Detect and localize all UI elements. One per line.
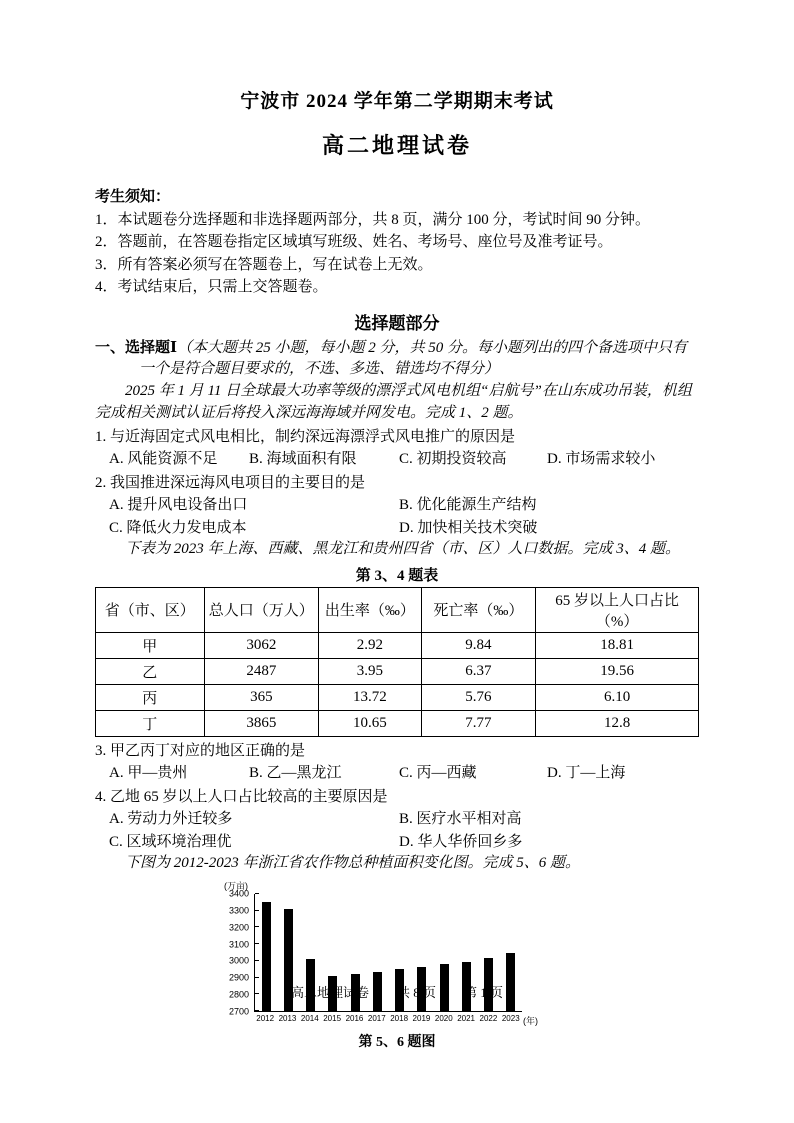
y-tick-label: 2900	[228, 972, 249, 983]
table-cell: 18.81	[536, 632, 699, 658]
table-header-elderly-share: 65 岁以上人口占比（%）	[536, 587, 699, 632]
y-tick-label: 3100	[228, 939, 249, 950]
page-footer	[0, 982, 794, 1001]
table-cell: 2487	[204, 658, 319, 684]
chart-x-labels	[254, 1014, 522, 1023]
exam-title: 宁波市 2024 学年第二学期期末考试	[240, 91, 554, 112]
question-3-option-b: B. 乙—黑龙江	[249, 765, 342, 782]
table-cell: 13.72	[319, 684, 422, 710]
part-heading-number: 一、选择题Ⅰ	[95, 339, 178, 356]
y-tick-mark	[255, 910, 259, 911]
table-row	[96, 710, 699, 736]
candidate-notice	[95, 186, 699, 299]
question-4	[95, 786, 699, 854]
question-1-option-a: A. 风能资源不足	[109, 451, 218, 467]
crop-area-bar-chart	[222, 879, 572, 1051]
passage-wind: 2025 年 1 月 11 日全球最大功率等级的漂浮式风电机组“启航号”在山东成功吊装，机组完成相关测试认证后将投入深远海海域并网发电。完成 1、2 题。	[95, 383, 692, 421]
table-cell: 乙	[96, 658, 205, 684]
question-3-options	[95, 762, 699, 785]
table-cell: 6.37	[421, 658, 536, 684]
footer-page-number: 第 1 页	[464, 985, 504, 1000]
x-tick-label: 2017	[367, 1014, 386, 1023]
x-tick-label: 2018	[390, 1014, 409, 1023]
passage-table: 下表为 2023 年上海、西藏、黑龙江和贵州四省（市、区）人口数据。完成 3、4 题。	[125, 541, 681, 557]
table-cell: 甲	[96, 632, 205, 658]
passage-chart: 下图为 2012-2023 年浙江省农作物总种植面积变化图。完成 5、6 题。	[125, 855, 580, 872]
table-cell: 365	[204, 684, 319, 710]
table-row	[96, 632, 699, 658]
table-row	[96, 684, 699, 710]
table-cell: 7.77	[421, 710, 536, 736]
y-tick-label: 2800	[228, 989, 249, 1000]
table-header-death-rate: 死亡率（‰）	[421, 587, 536, 632]
chart-x-axis	[222, 1014, 572, 1027]
table-header-province: 省（市、区）	[96, 587, 205, 632]
question-3-option-c: C. 丙—西藏	[399, 765, 477, 782]
question-2-option-b: B. 优化能源生产结构	[399, 497, 537, 513]
table-cell: 3062	[204, 632, 319, 658]
table-cell: 10.65	[319, 710, 422, 736]
chart-y-unit-label: (万亩)	[224, 881, 248, 891]
part-heading	[95, 338, 699, 382]
table-cell: 9.84	[421, 632, 536, 658]
y-tick-label: 3200	[228, 922, 249, 933]
part-heading-note: （本大题共 25 小题，每小题 2 分，共 50 分。每小题列出的四个备选项中只有一个是符合题目要求的，不选、多选、错选均不得分）	[139, 339, 688, 378]
footer-doc-name: 高二地理试卷	[290, 985, 369, 1000]
y-tick-label: 2700	[228, 1006, 249, 1017]
y-tick-mark	[255, 943, 259, 944]
x-tick-label: 2022	[479, 1014, 498, 1023]
question-4-option-a: A. 劳动力外迁较多	[109, 811, 233, 828]
question-3	[95, 740, 699, 785]
question-2	[95, 472, 699, 540]
question-1-options	[95, 448, 699, 471]
question-1-option-c: C. 初期投资较高	[399, 451, 507, 467]
x-tick-label: 2015	[323, 1014, 342, 1023]
y-tick-mark	[255, 1010, 259, 1011]
table-row	[96, 658, 699, 684]
y-tick-mark	[255, 977, 259, 978]
y-tick-mark	[255, 926, 259, 927]
question-4-options	[95, 808, 655, 853]
exam-subtitle: 高二地理试卷	[321, 133, 472, 158]
question-1-stem: 1. 与近海固定式风电相比，制约深远海漂浮式风电推广的原因是	[95, 428, 516, 445]
question-4-option-c: C. 区域环境治理优	[109, 833, 232, 850]
table-cell: 3.95	[319, 658, 422, 684]
x-tick-label: 2020	[434, 1014, 453, 1023]
question-1-option-d: D. 市场需求较小	[547, 451, 656, 467]
question-3-option-d: D. 丁—上海	[547, 765, 626, 782]
question-2-options	[95, 494, 655, 539]
x-tick-label: 2019	[412, 1014, 431, 1023]
question-2-option-d: D. 加快相关技术突破	[399, 519, 538, 536]
chart-x-unit-label: (年)	[523, 1016, 538, 1026]
table-header-birth-rate: 出生率（‰）	[319, 587, 422, 632]
x-tick-label: 2023	[501, 1014, 520, 1023]
y-tick-label: 3000	[228, 955, 249, 966]
x-tick-label: 2012	[256, 1014, 275, 1023]
table-cell: 12.8	[536, 710, 699, 736]
question-4-option-d: D. 华人华侨回乡多	[399, 833, 523, 850]
table-header-population: 总人口（万人）	[204, 587, 319, 632]
population-table	[95, 587, 699, 737]
notice-item-2: 2．答题前，在答题卷指定区域填写班级、姓名、考场号、座位号及准考证号。	[95, 234, 613, 250]
question-1-option-b: B. 海域面积有限	[249, 451, 357, 467]
x-tick-label: 2014	[300, 1014, 319, 1023]
table-caption: 第 3、4 题表	[355, 567, 439, 584]
y-tick-mark	[255, 960, 259, 961]
table-header-row	[96, 587, 699, 632]
footer-pages-total: 共 8 页	[396, 985, 436, 1000]
y-tick-label: 3400	[228, 888, 249, 899]
notice-item-3: 3．所有答案必须写在答题卷上，写在试卷上无效。	[95, 256, 433, 273]
question-3-option-a: A. 甲—贵州	[109, 765, 188, 782]
question-4-stem: 4. 乙地 65 岁以上人口占比较高的主要原因是	[95, 788, 388, 805]
section-title: 选择题部分	[354, 313, 440, 333]
y-tick-label: 3300	[228, 905, 249, 916]
table-cell: 5.76	[421, 684, 536, 710]
question-1	[95, 426, 699, 471]
question-4-option-b: B. 医疗水平相对高	[399, 811, 522, 828]
question-2-option-c: C. 降低火力发电成本	[109, 519, 247, 536]
notice-title: 考生须知：	[95, 189, 171, 205]
y-tick-mark	[255, 893, 259, 894]
table-cell: 3865	[204, 710, 319, 736]
table-cell: 19.56	[536, 658, 699, 684]
question-2-option-a: A. 提升风电设备出口	[109, 497, 248, 513]
table-cell: 2.92	[319, 632, 422, 658]
question-3-stem: 3. 甲乙丙丁对应的地区正确的是	[95, 742, 306, 759]
chart-caption: 第 5、6 题图	[358, 1035, 436, 1050]
notice-item-4: 4．考试结束后，只需上交答题卷。	[95, 279, 328, 295]
table-cell: 丁	[96, 710, 205, 736]
table-cell: 6.10	[536, 684, 699, 710]
question-2-stem: 2. 我国推进深远海风电项目的主要目的是	[95, 474, 366, 491]
x-tick-label: 2021	[457, 1014, 475, 1023]
x-tick-label: 2016	[345, 1014, 364, 1023]
table-cell: 丙	[96, 684, 205, 710]
notice-item-1: 1．本试题卷分选择题和非选择题两部分，共 8 页，满分 100 分，考试时间 90 分钟。	[95, 211, 651, 228]
x-tick-label: 2013	[278, 1014, 297, 1023]
